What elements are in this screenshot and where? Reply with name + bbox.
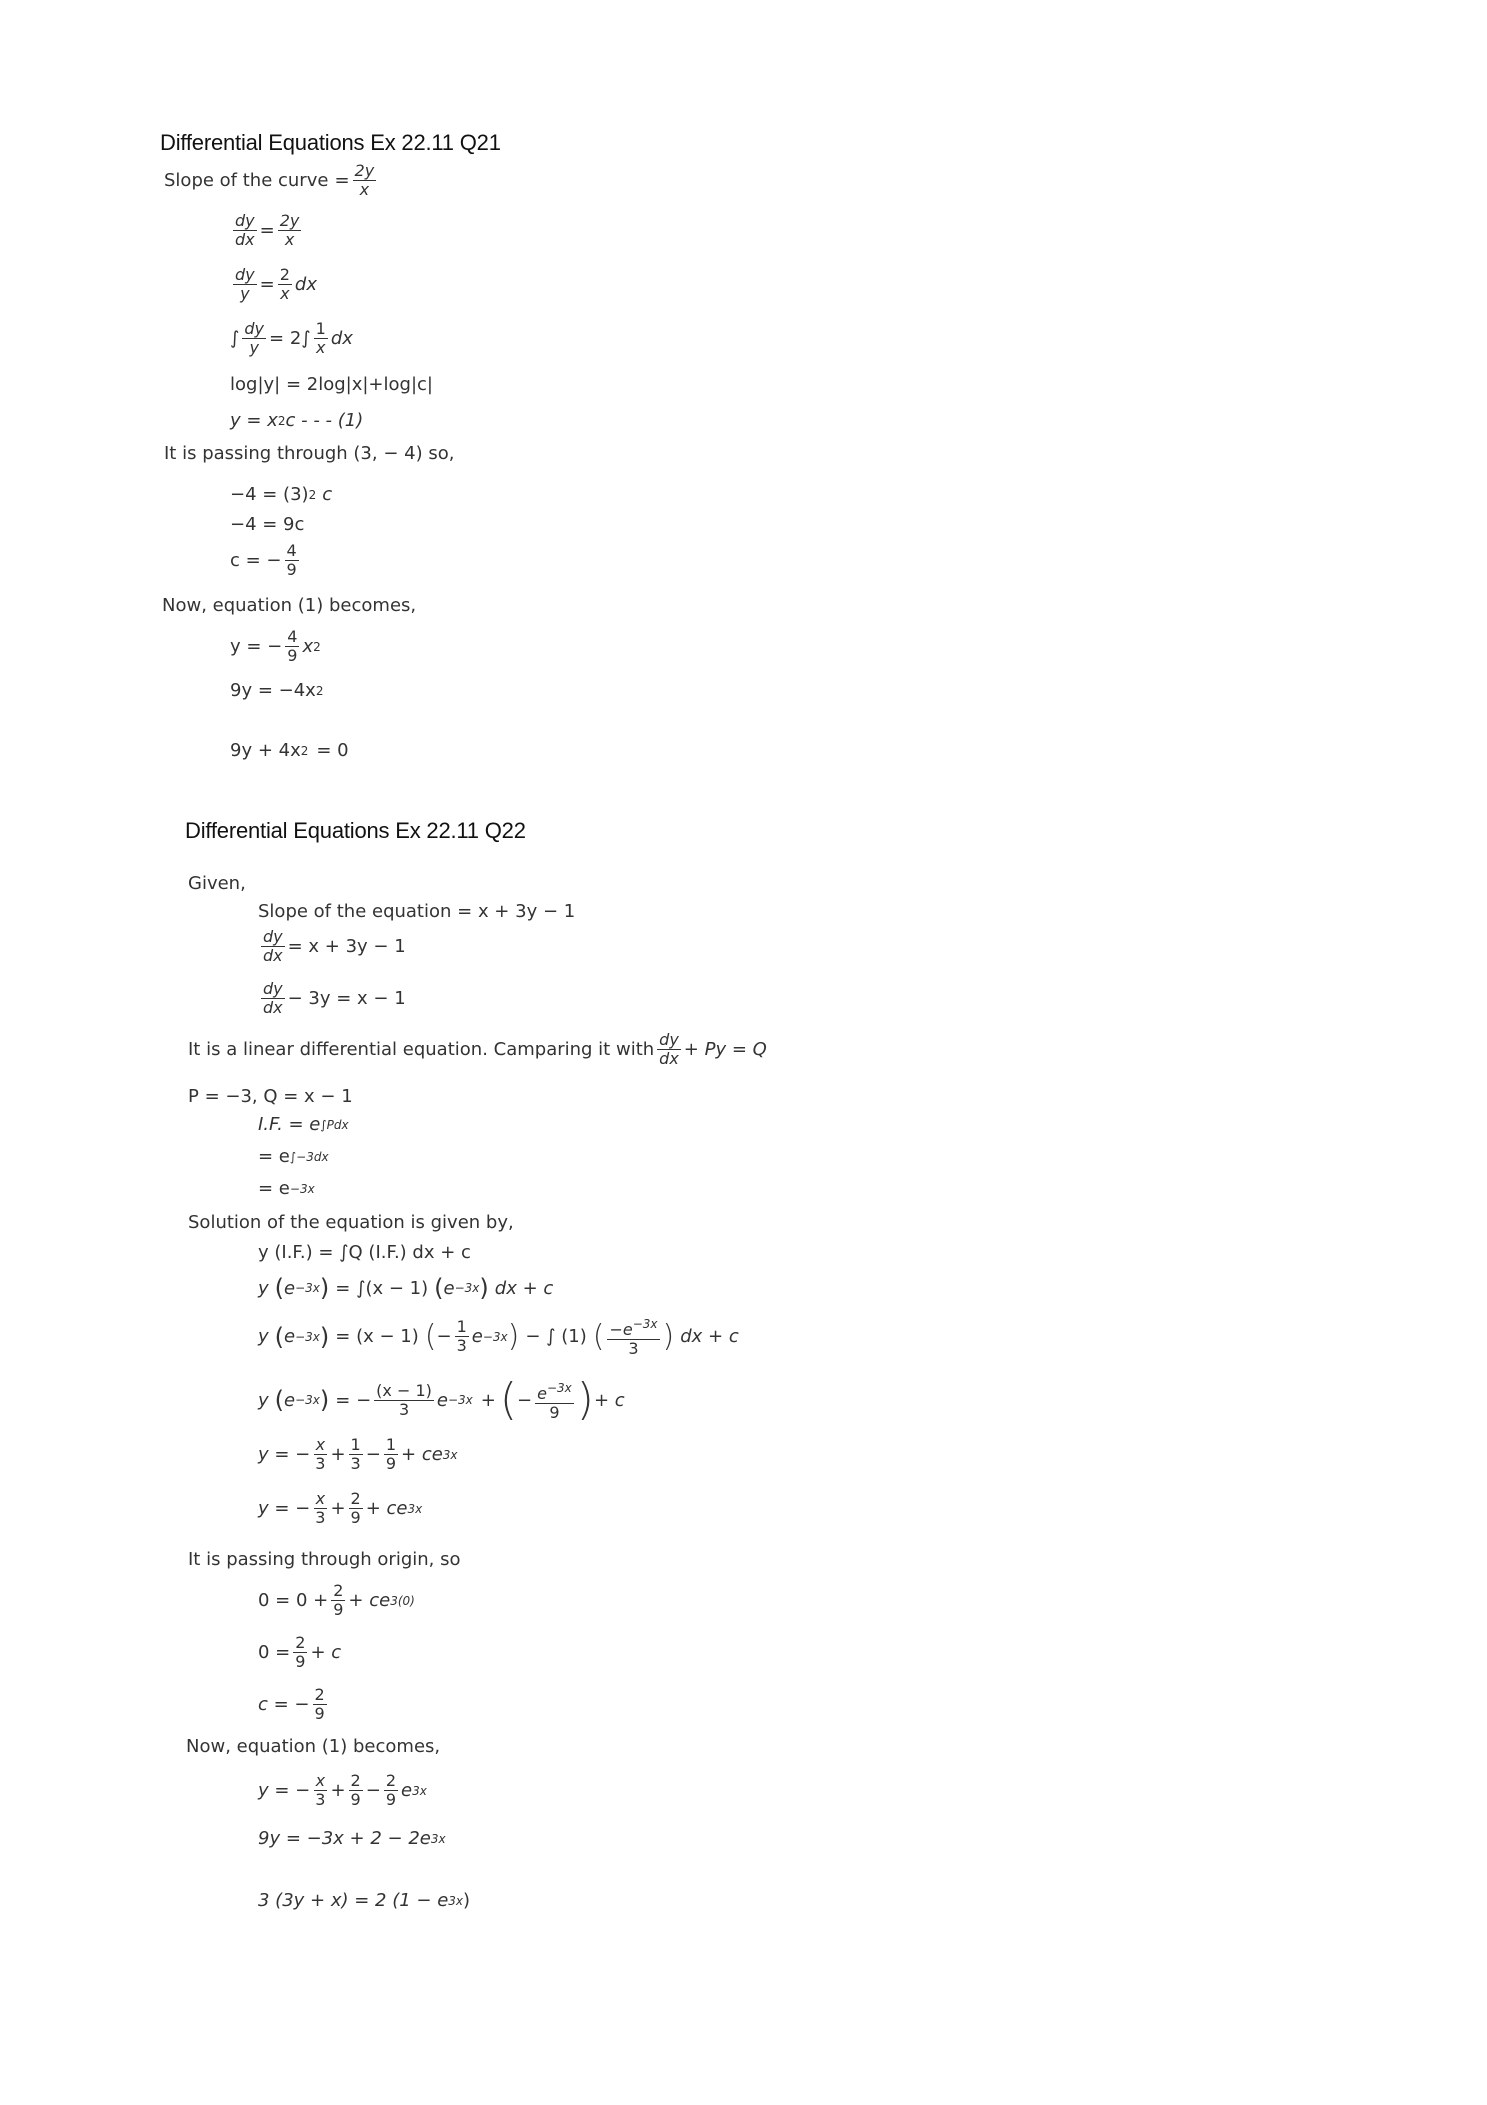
plus: + — [330, 1444, 346, 1465]
q22-1-over-3 — [455, 1318, 469, 1355]
y-lhs: y = − — [258, 1498, 311, 1519]
2-over-9 — [331, 1582, 345, 1619]
frac-den: 9 — [385, 1790, 397, 1809]
sol-lhs: y = x — [230, 410, 278, 431]
q22-dydx-2 — [261, 980, 285, 1017]
frac-num: dy — [659, 1030, 679, 1049]
frac-den: y — [240, 284, 250, 303]
y: y — [258, 1277, 269, 1299]
paren-open: ( — [274, 1274, 285, 1302]
q21-dydx-1 — [233, 212, 257, 249]
sup: 3x — [430, 1831, 446, 1846]
frac-num: 2 — [350, 1771, 361, 1790]
plus: + — [480, 1389, 496, 1411]
frac-num: x — [315, 1771, 326, 1790]
sup: 3x — [407, 1501, 423, 1516]
e: e — [284, 1277, 296, 1299]
s3-end: dx + c — [680, 1326, 739, 1347]
frac-den: y — [249, 338, 259, 357]
q21-step-3 — [230, 320, 353, 357]
y: y — [258, 1326, 269, 1347]
q21-passing-text: It is passing through (3, − 4) so, — [164, 443, 455, 464]
y-lhs: y = − — [258, 1780, 311, 1801]
frac-den: x — [280, 284, 290, 303]
q22-solution-given: Solution of the equation is given by, — [188, 1212, 514, 1233]
plus: + — [330, 1780, 346, 1801]
q21-slope-label: Slope of the curve — [164, 170, 329, 191]
q22-given: Given, — [188, 873, 246, 894]
equals-minus: = − — [335, 1389, 372, 1411]
frac-den: 3 — [456, 1336, 467, 1355]
big-paren-close: ) — [576, 1374, 594, 1425]
e: e — [471, 1326, 483, 1347]
integral-sign: ∫ — [230, 328, 240, 349]
frac-den: 3 — [315, 1454, 326, 1473]
paren-open: ( — [274, 1386, 285, 1414]
q22-o1 — [258, 1582, 415, 1619]
o2-text: 0 = — [258, 1642, 291, 1663]
q21-title: Differential Equations Ex 22.11 Q21 — [160, 130, 501, 155]
q22-s2 — [258, 1276, 553, 1300]
q22-if3 — [258, 1178, 315, 1199]
minus: − — [517, 1389, 533, 1411]
y: y — [258, 1389, 269, 1411]
1-over-3 — [349, 1436, 363, 1473]
big-paren-open: ( — [499, 1374, 518, 1425]
sup: −3x — [295, 1329, 320, 1344]
paren-open: ( — [434, 1274, 444, 1302]
sup: −3x — [454, 1281, 480, 1295]
frac-num: 2 — [350, 1489, 361, 1508]
frac-den: x — [316, 338, 326, 357]
o3-text: c = − — [258, 1694, 310, 1715]
if2-sup: ∫−3dx — [289, 1149, 329, 1164]
q21-dy-over-y — [233, 266, 257, 303]
frac-den: 3 — [315, 1790, 326, 1809]
frac-num: dy — [235, 211, 255, 230]
n2-text: 9y = −3x + 2 − 2e — [258, 1828, 431, 1849]
frac-num: dy — [263, 979, 283, 998]
2-over-9-b — [384, 1772, 398, 1809]
o2-end: + c — [310, 1642, 342, 1663]
sup: −3x — [546, 1380, 572, 1395]
q22-s3 — [258, 1315, 739, 1358]
if1-text: I.F. = e — [258, 1114, 321, 1135]
q22-neg-e-over-3 — [607, 1315, 659, 1358]
q22-eq2 — [258, 980, 406, 1017]
q21-solution-line — [230, 410, 363, 431]
sup-2: 2 — [315, 683, 324, 698]
sup: 3x — [412, 1783, 427, 1798]
paren-close: ) — [319, 1274, 330, 1302]
frac-den: 9 — [286, 560, 297, 579]
2-over-9 — [349, 1490, 363, 1527]
q22-now-text: Now, equation (1) becomes, — [186, 1736, 441, 1757]
sol-rhs: c - - - (1) — [285, 410, 364, 431]
q21-final — [230, 740, 349, 761]
q22-n3 — [258, 1890, 470, 1911]
paren-close: ) — [319, 1322, 330, 1351]
frac-den: 9 — [333, 1600, 344, 1619]
s4-end: + c — [593, 1389, 625, 1411]
frac-num: dy — [263, 927, 283, 946]
frac-num: 1 — [350, 1435, 361, 1454]
frac-den: dx — [263, 946, 283, 965]
frac-num: 2 — [279, 265, 290, 284]
frac-den: 9 — [287, 646, 298, 665]
linear-text: It is a linear differential equation. Camparing it with — [188, 1039, 655, 1060]
if1-sup: ∫Pdx — [320, 1117, 349, 1132]
minus: − — [436, 1326, 452, 1347]
equals-two-integral: = 2∫ — [269, 328, 311, 349]
2-over-9 — [313, 1686, 327, 1723]
big-paren-open: ( — [592, 1318, 605, 1354]
sup-2: 2 — [277, 413, 286, 428]
sup: 3(0) — [390, 1593, 415, 1608]
final-end: = 0 — [316, 740, 349, 761]
q22-linear-line — [188, 1031, 767, 1068]
s2-mid: = ∫(x − 1) — [335, 1277, 429, 1299]
q22-slope-label: Slope of the equation = x + 3y − 1 — [258, 901, 576, 922]
frac-den: 9 — [350, 1508, 361, 1527]
sup: 3x — [448, 1893, 464, 1908]
o1-text: 0 = 0 + — [258, 1590, 329, 1611]
frac-den: 9 — [314, 1704, 325, 1723]
q21-nine-y — [230, 680, 323, 701]
y-lhs: y = − — [258, 1444, 311, 1465]
sup-2: 2 — [300, 743, 309, 758]
p1-text: −4 = (3) — [230, 484, 309, 505]
linear-rhs: + Py = Q — [683, 1039, 767, 1060]
q21-dy-over-y-int — [242, 320, 266, 357]
paren-close: ) — [319, 1386, 330, 1414]
q21-slope-line — [164, 162, 379, 199]
sup-2: 2 — [313, 639, 321, 654]
x: x — [302, 636, 314, 657]
equals: = — [259, 274, 275, 295]
q22-dydx-1 — [261, 928, 285, 965]
e: e — [401, 1780, 413, 1801]
q21-step-2 — [230, 266, 317, 303]
q22-o2 — [258, 1634, 341, 1671]
q21-4-over-9 — [285, 542, 299, 579]
minus: − — [365, 1444, 381, 1465]
frac-num: 2 — [314, 1685, 325, 1704]
big-paren-close: ) — [662, 1318, 675, 1354]
s3-mid: = (x − 1) — [335, 1326, 419, 1347]
nine-y-text: 9y = −4x — [230, 680, 316, 701]
frac-den: 9 — [295, 1652, 306, 1671]
e: e — [436, 1389, 448, 1411]
frac-num: (x − 1) — [376, 1380, 432, 1400]
q22-if1 — [258, 1114, 349, 1135]
q21-2y-over-x — [278, 212, 302, 249]
sup: −3x — [295, 1393, 320, 1407]
e: e — [443, 1277, 455, 1299]
q21-log-line: log|y| = 2log|x|+log|c| — [230, 374, 433, 395]
q22-origin-text: It is passing through origin, so — [188, 1549, 461, 1570]
ce: + ce — [348, 1590, 391, 1611]
q22-e-over-9 — [535, 1379, 574, 1422]
q21-step-1 — [230, 212, 304, 249]
frac-num: dy — [235, 265, 255, 284]
q22-eq1 — [258, 928, 406, 965]
frac-den: 3 — [315, 1508, 326, 1527]
q21-p2: −4 = 9c — [230, 514, 305, 535]
q22-title: Differential Equations Ex 22.11 Q22 — [185, 818, 526, 843]
frac-den: dx — [235, 230, 255, 249]
q22-s4 — [258, 1374, 625, 1425]
sup: −3x — [482, 1329, 508, 1344]
q22-xm1-over-3 — [374, 1382, 434, 1419]
n3-text: 3 (3y + x) = 2 (1 − e — [258, 1890, 449, 1911]
frac-num: 1 — [456, 1317, 467, 1336]
dx: dx — [330, 328, 353, 349]
q22-n1 — [258, 1772, 427, 1809]
paren-open: ( — [274, 1322, 285, 1351]
sup-2: 2 — [308, 487, 317, 502]
equals: = — [259, 220, 275, 241]
s3-int: − ∫ (1) — [525, 1326, 587, 1347]
num-e: e — [537, 1383, 547, 1403]
q21-p1 — [230, 484, 332, 505]
final-text: 9y + 4x — [230, 740, 301, 761]
frac-num: 2 — [385, 1771, 397, 1790]
big-paren-open: ( — [424, 1318, 437, 1354]
frac-den: 3 — [628, 1339, 639, 1358]
minus: − — [365, 1780, 381, 1801]
frac-num: 4 — [287, 627, 298, 646]
sup: −3x — [447, 1393, 473, 1407]
q22-dydx-3 — [657, 1031, 681, 1068]
big-paren-close: ) — [507, 1318, 520, 1354]
frac-num: 2y — [279, 211, 300, 230]
q22-s1: y (I.F.) = ∫Q (I.F.) dx + c — [258, 1242, 471, 1263]
plus: + — [330, 1498, 346, 1519]
eq2-rhs: − 3y = x − 1 — [287, 988, 406, 1009]
q22-n2 — [258, 1828, 446, 1849]
frac-den: dx — [659, 1049, 679, 1068]
p1-c: c — [322, 484, 333, 505]
q21-slope-den: x — [359, 180, 370, 199]
frac-den: 3 — [398, 1399, 410, 1419]
frac-num: 1 — [385, 1435, 397, 1454]
q22-if2 — [258, 1146, 329, 1167]
sup: −3x — [295, 1281, 320, 1295]
q22-y1 — [258, 1436, 458, 1473]
sup: 3x — [442, 1447, 458, 1462]
s2-end: dx + c — [494, 1277, 554, 1299]
frac-den: 9 — [350, 1790, 361, 1809]
frac-num: 1 — [315, 319, 326, 338]
q21-now-text: Now, equation (1) becomes, — [162, 595, 417, 616]
q22-pq: P = −3, Q = x − 1 — [188, 1086, 353, 1107]
frac-num: x — [315, 1489, 326, 1508]
q21-equals: = — [334, 170, 350, 191]
frac-num: dy — [244, 319, 265, 338]
2-over-9 — [349, 1772, 363, 1809]
q21-y-eq — [230, 628, 321, 665]
dx: dx — [294, 274, 317, 295]
sup: −3x — [632, 1317, 658, 1331]
q21-1-over-x — [314, 320, 328, 357]
q21-2-over-x — [278, 266, 292, 303]
x-over-3 — [313, 1772, 327, 1809]
q21-c-value — [230, 542, 302, 579]
frac-num: 2 — [333, 1581, 344, 1600]
1-over-9 — [384, 1436, 398, 1473]
x-over-3 — [313, 1490, 327, 1527]
if2-text: = e — [258, 1146, 290, 1167]
q22-o3 — [258, 1686, 330, 1723]
frac-num: x — [315, 1435, 326, 1454]
eq1-rhs: = x + 3y − 1 — [287, 936, 406, 957]
ce: + ce — [365, 1498, 408, 1519]
q21-4-over-9-b — [285, 628, 299, 665]
y-lhs: y = − — [230, 636, 283, 657]
e: e — [284, 1326, 296, 1347]
q21-slope-fraction — [353, 162, 377, 199]
frac-den: 3 — [350, 1454, 361, 1473]
2-over-9 — [293, 1634, 307, 1671]
ce: + ce — [401, 1444, 443, 1465]
q21-slope-num: 2y — [354, 161, 375, 180]
frac-den: x — [284, 230, 295, 249]
paren-close: ) — [479, 1274, 489, 1302]
if3-text: = e — [258, 1178, 290, 1199]
frac-num: 2 — [295, 1633, 306, 1652]
frac-num: 4 — [286, 541, 297, 560]
c-lhs: c = − — [230, 550, 282, 571]
frac-den: dx — [263, 998, 283, 1017]
frac-den: 9 — [385, 1454, 397, 1473]
q22-y2 — [258, 1490, 422, 1527]
if3-sup: −3x — [289, 1181, 315, 1196]
n3-close: ) — [463, 1890, 471, 1911]
e: e — [284, 1389, 296, 1411]
x-over-3 — [313, 1436, 327, 1473]
num-text: −e — [609, 1320, 633, 1339]
frac-den: 9 — [549, 1402, 560, 1422]
